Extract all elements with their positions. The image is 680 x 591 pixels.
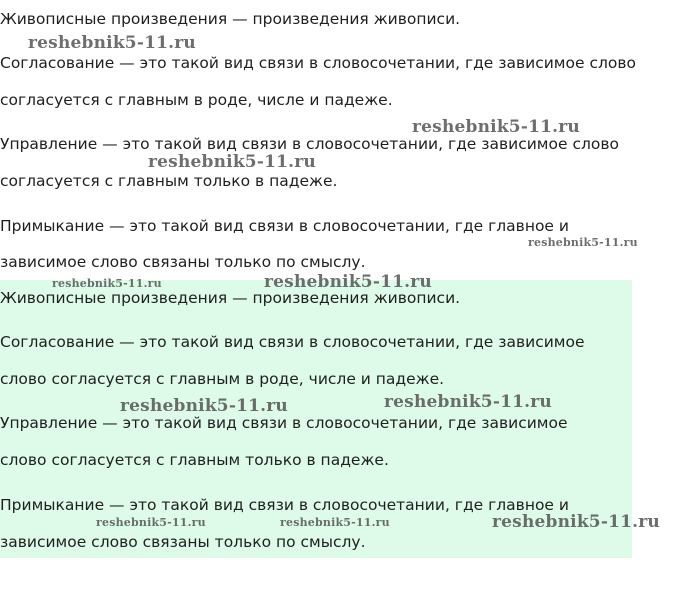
plain-line-4: Управление — это такой вид связи в словосочетании, где зависимое слово [0,135,619,153]
watermark: reshebnik5-11.ru [96,516,206,529]
watermark: reshebnik5-11.ru [148,152,316,172]
plain-line-1: Живописные произведения — произведения живописи. [0,10,461,28]
plain-line-6: Примыкание — это такой вид связи в словосочетании, где главное и [0,217,569,235]
plain-line-7: зависимое слово связаны только по смыслу. [0,253,366,271]
plain-line-5: согласуется с главным только в падеже. [0,172,338,190]
highlight-line-7: зависимое слово связаны только по смыслу. [0,533,366,551]
watermark: reshebnik5-11.ru [264,272,432,292]
highlight-line-5: слово согласуется с главным только в падеже. [0,451,389,469]
highlight-line-2: Согласование — это такой вид связи в словосочетании, где зависимое [0,333,585,351]
highlight-line-4: Управление — это такой вид связи в словосочетании, где зависимое [0,414,568,432]
watermark: reshebnik5-11.ru [384,392,552,412]
plain-line-3: согласуется с главным в роде, числе и падеже. [0,91,393,109]
highlight-line-3: слово согласуется с главным в роде, числе и падеже. [0,370,445,388]
highlight-line-1: Живописные произведения — произведения живописи. [0,289,461,307]
watermark: reshebnik5-11.ru [412,117,580,137]
watermark: reshebnik5-11.ru [28,33,196,53]
watermark: reshebnik5-11.ru [52,277,162,290]
plain-line-2: Согласование — это такой вид связи в словосочетании, где зависимое слово [0,54,636,72]
watermark: reshebnik5-11.ru [280,516,390,529]
watermark: reshebnik5-11.ru [528,236,638,249]
watermark: reshebnik5-11.ru [120,396,288,416]
highlight-line-6: Примыкание — это такой вид связи в словосочетании, где главное и [0,496,569,514]
watermark: reshebnik5-11.ru [492,512,660,532]
